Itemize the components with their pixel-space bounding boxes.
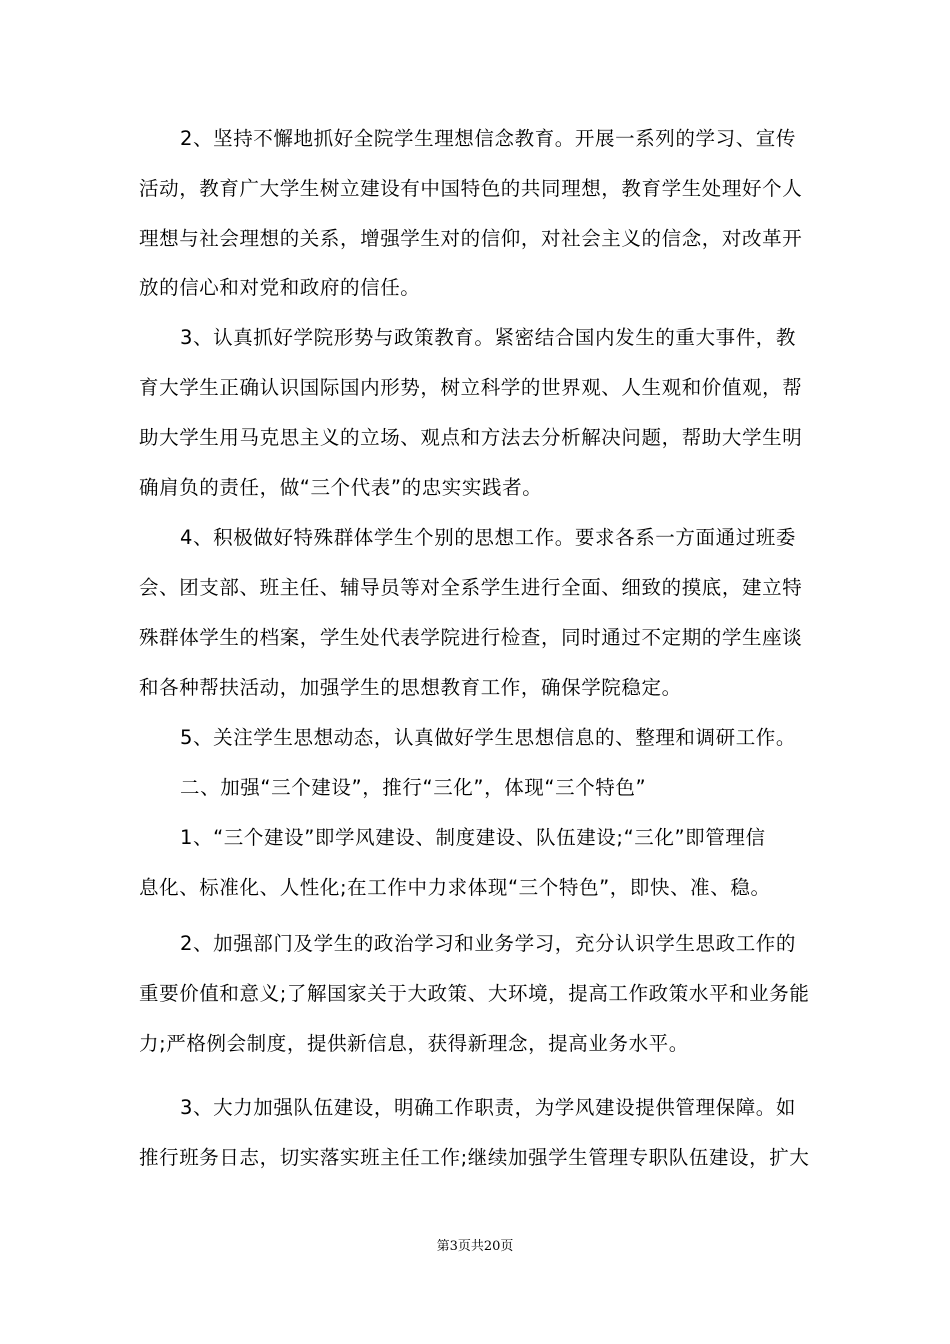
text-line: 殊群体学生的档案，学生处代表学院进行检查，同时通过不定期的学生座谈 (139, 626, 803, 649)
text-line: 会、团支部、班主任、辅导员等对全系学生进行全面、细致的摸底，建立特 (139, 576, 803, 599)
section-heading: 二、加强“三个建设”，推行“三化”，体现“三个特色” (180, 776, 647, 799)
text-line: 力;严格例会制度，提供新信息，获得新理念，提高业务水平。 (139, 1032, 689, 1055)
text-line: 放的信心和对党和政府的信任。 (139, 276, 421, 299)
text-line: 1、“三个建设”即学风建设、制度建设、队伍建设;“三化”即管理信 (180, 826, 766, 849)
text-line: 助大学生用马克思主义的立场、观点和方法去分析解决问题，帮助大学生明 (139, 426, 803, 449)
text-line: 3、大力加强队伍建设，明确工作职责，为学风建设提供管理保障。如 (180, 1096, 797, 1119)
text-line: 重要价值和意义;了解国家关于大政策、大环境，提高工作政策水平和业务能 (139, 982, 810, 1005)
text-line: 5、关注学生思想动态，认真做好学生思想信息的、整理和调研工作。 (180, 726, 797, 749)
text-line: 4、积极做好特殊群体学生个别的思想工作。要求各系一方面通过班委 (180, 526, 797, 549)
text-line: 育大学生正确认识国际国内形势，树立科学的世界观、人生观和价值观，帮 (139, 376, 803, 399)
text-line: 3、认真抓好学院形势与政策教育。紧密结合国内发生的重大事件，教 (180, 326, 797, 349)
text-line: 理想与社会理想的关系，增强学生对的信仰，对社会主义的信念，对改革开 (139, 227, 803, 250)
text-line: 确肩负的责任，做“三个代表”的忠实实践者。 (139, 476, 543, 499)
text-line: 2、加强部门及学生的政治学习和业务学习，充分认识学生思政工作的 (180, 932, 797, 955)
page-number-footer: 第3页共20页 (436, 1239, 514, 1254)
text-line: 活动，教育广大学生树立建设有中国特色的共同理想，教育学生处理好个人 (139, 177, 803, 200)
text-line: 和各种帮扶活动，加强学生的思想教育工作，确保学院稳定。 (139, 676, 682, 699)
text-line: 息化、标准化、人性化;在工作中力求体现“三个特色”，即快、准、稳。 (139, 876, 771, 899)
text-line: 2、坚持不懈地抓好全院学生理想信念教育。开展一系列的学习、宣传 (180, 127, 797, 150)
text-line: 推行班务日志，切实落实班主任工作;继续加强学生管理专职队伍建设，扩大 (139, 1146, 810, 1169)
